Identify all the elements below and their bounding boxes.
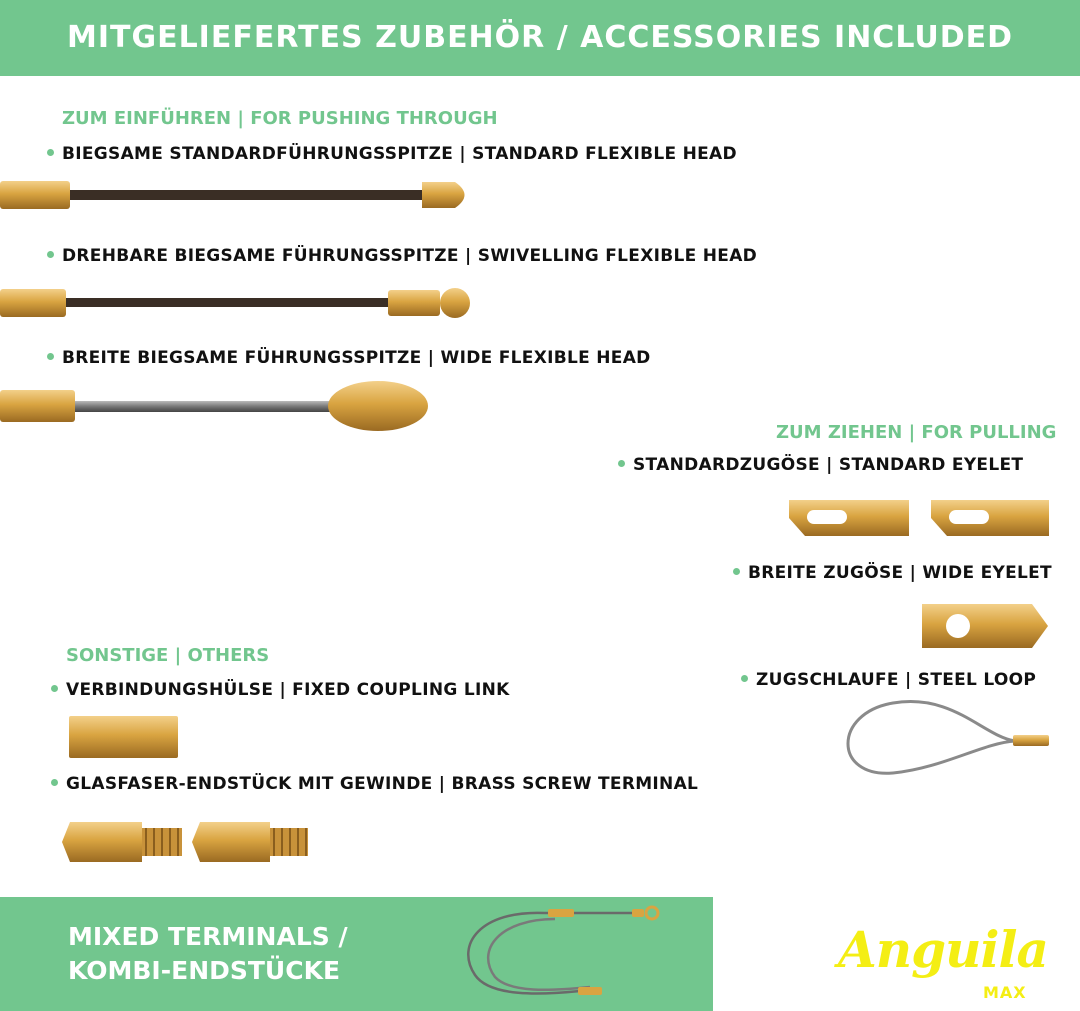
item-standard-eyelet-label: STANDARDZUGÖSE | STANDARD EYELET [633, 455, 1024, 475]
item-coupling-label: VERBINDUNGSHÜLSE | FIXED COUPLING LINK [66, 680, 510, 700]
section-pulling-title: ZUM ZIEHEN | FOR PULLING [776, 422, 1057, 443]
item-wide-head-label: BREITE BIEGSAME FÜHRUNGSSPITZE | WIDE FLEXIBLE HEAD [62, 348, 651, 368]
item-steel-loop-label: ZUGSCHLAUFE | STEEL LOOP [756, 670, 1037, 690]
bullet-dot-icon [47, 353, 54, 360]
mixed-terminals-cable-image [460, 905, 670, 1005]
bullet-dot-icon [47, 251, 54, 258]
item-standard-head [47, 144, 737, 164]
mixed-terminals-line2: KOMBI-ENDSTÜCKE [68, 956, 341, 985]
page-title: MITGELIEFERTES ZUBEHÖR / ACCESSORIES INCLUDED [66, 20, 1014, 55]
steel-loop-image [833, 698, 1053, 778]
brand-logo: Anguila [838, 920, 1048, 979]
item-wide-eyelet-label: BREITE ZUGÖSE | WIDE EYELET [748, 563, 1052, 583]
wide-eyelet-image [920, 598, 1050, 654]
item-standard-head-label: BIEGSAME STANDARDFÜHRUNGSSPITZE | STANDARD FLEXIBLE HEAD [62, 144, 737, 164]
item-screw-terminal-label: GLASFASER-ENDSTÜCK MIT GEWINDE | BRASS SCREW TERMINAL [66, 774, 699, 794]
item-wide-head [47, 348, 651, 368]
section-others-title: SONSTIGE | OTHERS [66, 645, 270, 666]
standard-flexible-head-image [0, 176, 480, 216]
swivelling-flexible-head-image [0, 284, 480, 324]
section-pushing-title: ZUM EINFÜHREN | FOR PUSHING THROUGH [62, 108, 498, 129]
coupling-link-image [69, 714, 181, 760]
bullet-dot-icon [733, 568, 740, 575]
standard-eyelet-image [785, 496, 1055, 540]
item-screw-terminal [51, 774, 698, 794]
wide-flexible-head-image [0, 378, 440, 434]
bullet-dot-icon [51, 685, 58, 692]
brass-screw-terminal-image [62, 818, 312, 868]
bullet-dot-icon [51, 779, 58, 786]
item-steel-loop [741, 670, 1036, 690]
item-coupling [51, 680, 510, 700]
item-standard-eyelet [618, 455, 1023, 475]
item-wide-eyelet [733, 563, 1052, 583]
brand-logo-sub: MAX [983, 983, 1027, 1002]
item-swivel-head [47, 246, 757, 266]
item-swivel-head-label: DREHBARE BIEGSAME FÜHRUNGSSPITZE | SWIVELLING FLEXIBLE HEAD [62, 246, 758, 266]
bullet-dot-icon [618, 460, 625, 467]
bullet-dot-icon [47, 149, 54, 156]
mixed-terminals-line1: MIXED TERMINALS / [68, 922, 348, 951]
bullet-dot-icon [741, 675, 748, 682]
